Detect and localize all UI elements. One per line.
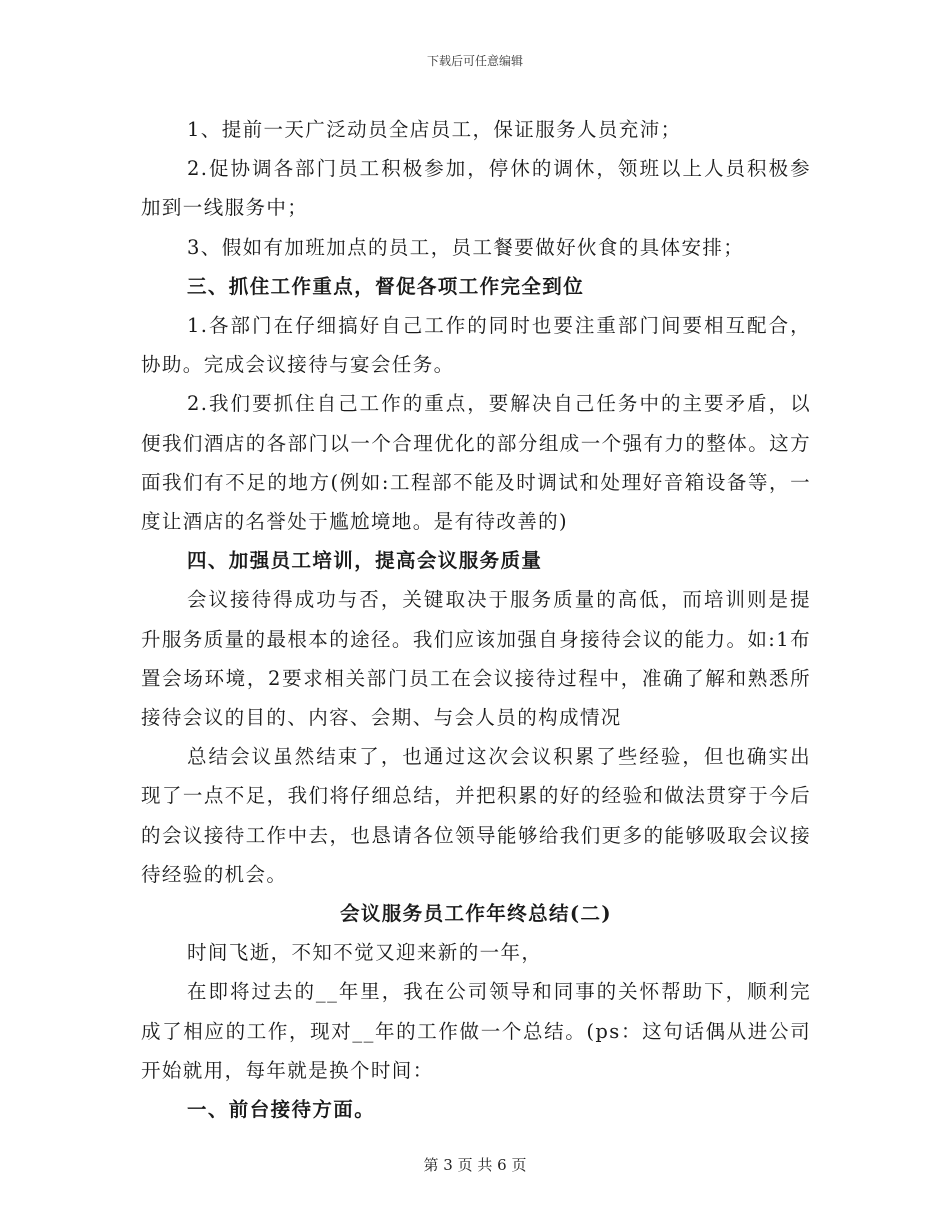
document-body bbox=[141, 110, 811, 1129]
document-section-title: 会议服务员工作年终总结(二) bbox=[339, 902, 613, 926]
paragraph-item-2: 2.促协调各部门员工积极参加，停休的调休，领班以上人员积极参加到一线服务中； bbox=[141, 157, 811, 220]
paragraph-time-flies: 时间飞逝，不知不觉又迎来新的一年， bbox=[187, 941, 543, 965]
paragraph-dept-cooperation: 1.各部门在仔细搞好自己工作的同时也要注重部门间要相互配合，协助。完成会议接待与宴会任务。 bbox=[141, 314, 811, 377]
section-heading-4: 四、加强员工培训，提高会议服务质量 bbox=[187, 549, 543, 573]
paragraph-training: 会议接待得成功与否，关键取决于服务质量的高低，而培训则是提升服务质量的最根本的途径。我们应该加强自身接待会议的能力。如:1布置会场环境，2要求相关部门员工在会议接待过程中，准确了解和熟悉所接待会议的目的、内容、会期、与会人员的构成情况 bbox=[141, 588, 811, 730]
paragraph-intro: 在即将过去的__年里，我在公司领导和同事的关怀帮助下，顺利完成了相应的工作，现对__年的工作做一个总结。(ps：这句话偶从进公司开始就用，每年就是换个时间： bbox=[141, 980, 811, 1082]
paragraph-key-points: 2.我们要抓住自己工作的重点，要解决自己任务中的主要矛盾，以便我们酒店的各部门以一个合理优化的部分组成一个强有力的整体。这方面我们有不足的地方(例如:工程部不能及时调试和处理好音箱设备等，一度让酒店的名誉处于尴尬境地。是有待改善的) bbox=[141, 392, 811, 534]
section-heading-3: 三、抓住工作重点，督促各项工作完全到位 bbox=[187, 274, 585, 298]
page-number-footer: 第 3 页 共 6 页 bbox=[423, 1156, 527, 1174]
paragraph-item-3: 3、假如有加班加点的员工，员工餐要做好伙食的具体安排； bbox=[187, 235, 745, 259]
section-heading-front-desk: 一、前台接待方面。 bbox=[187, 1098, 376, 1122]
paragraph-summary: 总结会议虽然结束了，也通过这次会议积累了些经验，但也确实出现了一点不足，我们将仔细总结，并把积累的好的经验和做法贯穿于今后的会议接待工作中去，也恳请各位领导能够给我们更多的能够吸取会议接待经验的机会。 bbox=[141, 745, 811, 886]
page-header: 下载后可任意编辑 bbox=[426, 54, 523, 68]
paragraph-item-1: 1、提前一天广泛动员全店员工，保证服务人员充沛； bbox=[187, 118, 682, 141]
